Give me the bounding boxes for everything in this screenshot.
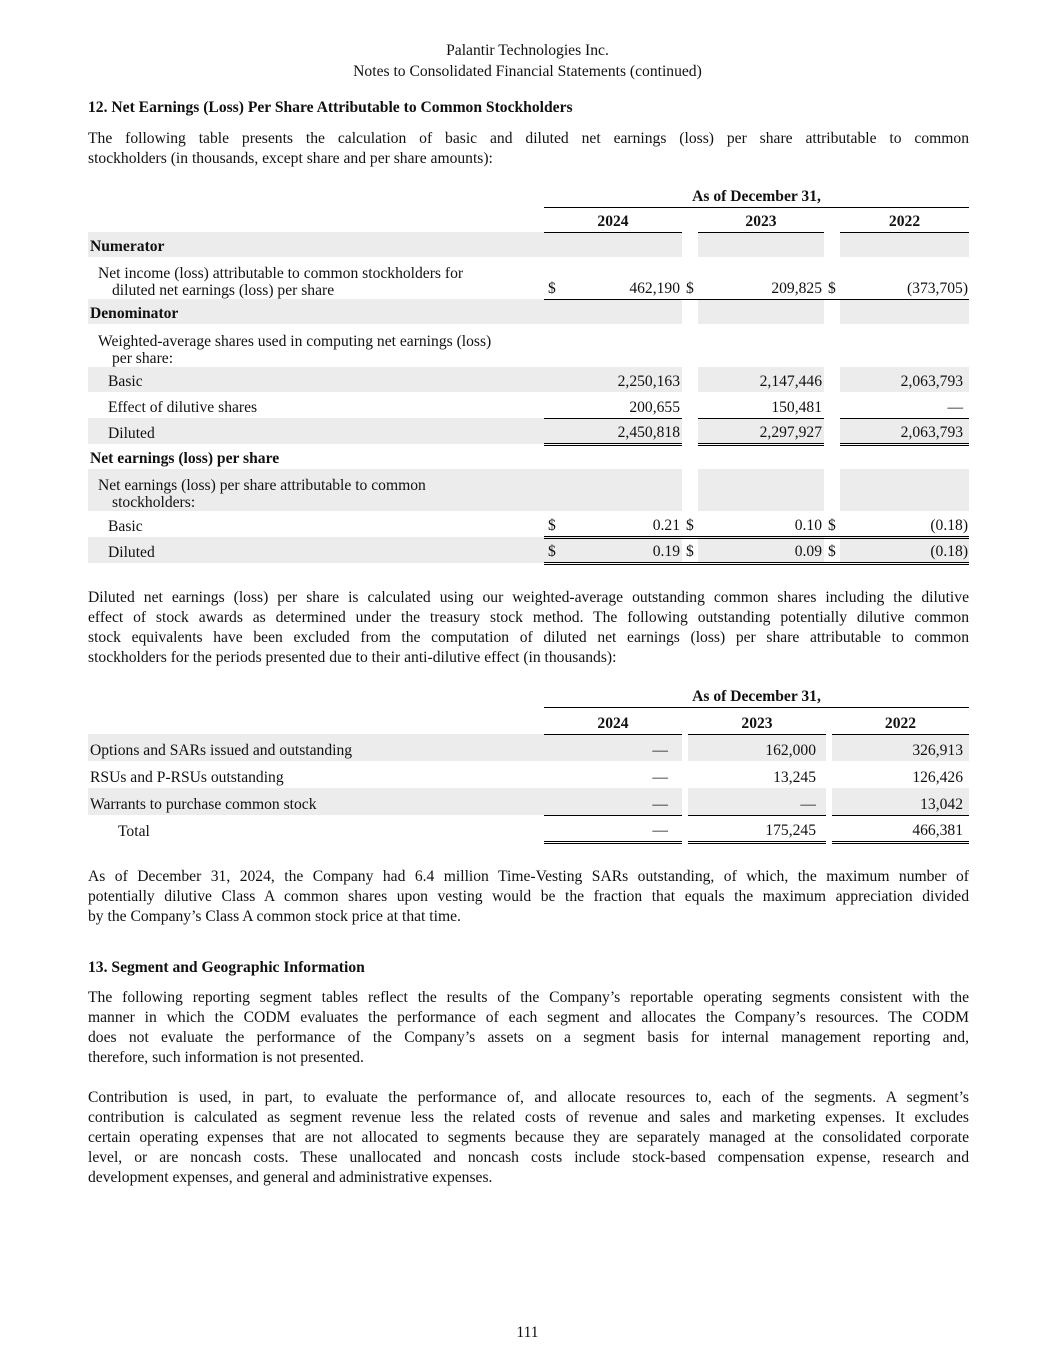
currency-sign: $	[824, 511, 840, 537]
paragraph-line: manner in which the CODM evaluates the performance of each segment and allocates the Company’s resources. The CODM	[88, 1009, 969, 1026]
page-number: 111	[516, 1324, 539, 1341]
row-value: —	[544, 734, 682, 761]
eps-basic-2024: 0.21	[556, 511, 682, 537]
diluted-paragraph	[88, 588, 969, 668]
row-value: —	[544, 788, 682, 815]
paragraph-line: effect of stock awards as determined under the treasury stock method. The following outstanding potentially dilutive common	[88, 609, 969, 626]
section-12-intro	[88, 129, 969, 169]
paragraph-line: stock equivalents have been excluded from the computation of diluted net earnings (loss) per share attributable to common	[88, 629, 969, 646]
dilutive-2023: 150,481	[698, 392, 824, 418]
section-12-title: 12. Net Earnings (Loss) Per Share Attributable to Common Stockholders	[88, 99, 573, 116]
currency-sign: $	[824, 537, 840, 563]
eps-basic-2023: 0.10	[698, 511, 824, 537]
paragraph-line: contribution is calculated as segment revenue less the related costs of revenue and sales and marketing expenses. It excludes	[88, 1109, 969, 1126]
paragraph-line: development expenses, and general and administrative expenses.	[88, 1169, 493, 1186]
basic-2024: 2,250,163	[556, 367, 682, 392]
period-header: As of December 31,	[544, 185, 969, 207]
paragraph-line: Diluted net earnings (loss) per share is calculated using our weighted-average outstanding common shares including the dilutive	[88, 589, 969, 606]
currency-sign: $	[682, 537, 698, 563]
denominator-label: Denominator	[88, 299, 544, 324]
paragraph-line: stockholders for the periods presented due to their anti-dilutive effect (in thousands):	[88, 649, 617, 666]
period-header: As of December 31,	[544, 685, 969, 707]
eps-label: Net earnings (loss) per share attributable to common stockholders:	[88, 469, 544, 511]
row-value: —	[652, 769, 668, 786]
paragraph-line: As of December 31, 2024, the Company had 6.4 million Time-Vesting SARs outstanding, of which, the maximum number of	[88, 868, 969, 885]
year-header: 2023	[688, 707, 826, 734]
paragraph-line: by the Company’s Class A common stock price at that time.	[88, 908, 461, 925]
paragraph-line: The following reporting segment tables reflect the results of the Company’s reportable operating segments consistent with the	[88, 989, 969, 1006]
paragraph-line: Contribution is used, in part, to evaluate the performance of, and allocate resources to, each of the segments. A segment’s	[88, 1089, 969, 1106]
weighted-average-label: Weighted-average shares used in computing net earnings (loss) per share:	[98, 333, 492, 367]
basic-label: Basic	[88, 367, 544, 392]
eps-diluted-2023: 0.09	[698, 537, 824, 563]
net-income-2022: (373,705)	[840, 257, 969, 299]
basic-2023: 2,147,446	[698, 367, 824, 392]
eps-basic-label: Basic	[108, 518, 143, 535]
year-header: 2023	[698, 207, 824, 232]
dilutive-2022: —	[840, 392, 969, 418]
diluted-2023: 2,297,927	[698, 418, 824, 444]
year-header: 2022	[832, 707, 969, 734]
diluted-2022: 2,063,793	[840, 418, 969, 444]
eps-diluted-2024: 0.19	[556, 537, 682, 563]
currency-sign: $	[824, 257, 840, 299]
row-label: Warrants to purchase common stock	[88, 788, 544, 815]
row-value: 13,042	[832, 788, 969, 815]
total-value: 175,245	[688, 815, 826, 842]
company-name: Palantir Technologies Inc.	[446, 42, 609, 59]
eps-basic-2022: (0.18)	[840, 511, 969, 537]
total-label: Total	[118, 823, 150, 840]
row-value: 162,000	[688, 734, 826, 761]
segment-paragraph-1	[88, 988, 969, 1068]
page-subtitle: Notes to Consolidated Financial Statements (continued)	[353, 63, 702, 80]
net-income-2024: 462,190	[556, 257, 682, 299]
sars-paragraph	[88, 867, 969, 927]
currency-sign: $	[544, 257, 556, 299]
row-label: RSUs and P-RSUs outstanding	[90, 769, 284, 786]
row-value: —	[688, 788, 826, 815]
year-header: 2024	[544, 207, 682, 232]
row-value: 326,913	[832, 734, 969, 761]
basic-2022: 2,063,793	[840, 367, 969, 392]
year-header: 2022	[840, 207, 969, 232]
dilutive-label: Effect of dilutive shares	[108, 399, 258, 416]
paragraph-line: therefore, such information is not presented.	[88, 1049, 364, 1066]
eps-table	[88, 185, 969, 565]
year-header: 2024	[544, 707, 682, 734]
row-label: Options and SARs issued and outstanding	[88, 734, 544, 761]
intro-line: The following table presents the calculation of basic and diluted net earnings (loss) per share attributable to common	[88, 130, 969, 147]
section-13-title: 13. Segment and Geographic Information	[88, 959, 365, 976]
paragraph-line: potentially dilutive Class A common shares upon vesting would be the fraction that equals the maximum appreciation divided	[88, 888, 969, 905]
total-value: —	[544, 815, 682, 842]
eps-section-label: Net earnings (loss) per share	[90, 450, 280, 467]
row-value: 126,426	[912, 769, 964, 786]
currency-sign: $	[682, 511, 698, 537]
diluted-label: Diluted	[88, 418, 544, 444]
row-value: 13,245	[773, 769, 816, 786]
intro-line: stockholders (in thousands, except share and per share amounts):	[88, 150, 493, 167]
eps-diluted-label: Diluted	[88, 537, 544, 563]
eps-diluted-2022: (0.18)	[840, 537, 969, 563]
antidilutive-table	[88, 685, 969, 844]
net-income-label: Net income (loss) attributable to common stockholders for diluted net earnings (loss) per share	[98, 265, 464, 299]
segment-paragraph-2	[88, 1088, 969, 1188]
currency-sign: $	[682, 257, 698, 299]
currency-sign: $	[544, 511, 556, 537]
paragraph-line: does not evaluate the performance of the Company’s assets on a segment basis for internal management reporting and,	[88, 1029, 969, 1046]
dilutive-2024: 200,655	[556, 392, 682, 418]
currency-sign: $	[544, 537, 556, 563]
total-value: 466,381	[832, 815, 969, 842]
paragraph-line: certain operating expenses that are not allocated to segments because they are separately managed at the consolidated corporate	[88, 1129, 969, 1146]
paragraph-line: level, or are noncash costs. These unallocated and noncash costs include stock-based compensation expense, research and	[88, 1149, 969, 1166]
numerator-label: Numerator	[88, 232, 544, 257]
net-income-2023: 209,825	[698, 257, 824, 299]
diluted-2024: 2,450,818	[556, 418, 682, 444]
